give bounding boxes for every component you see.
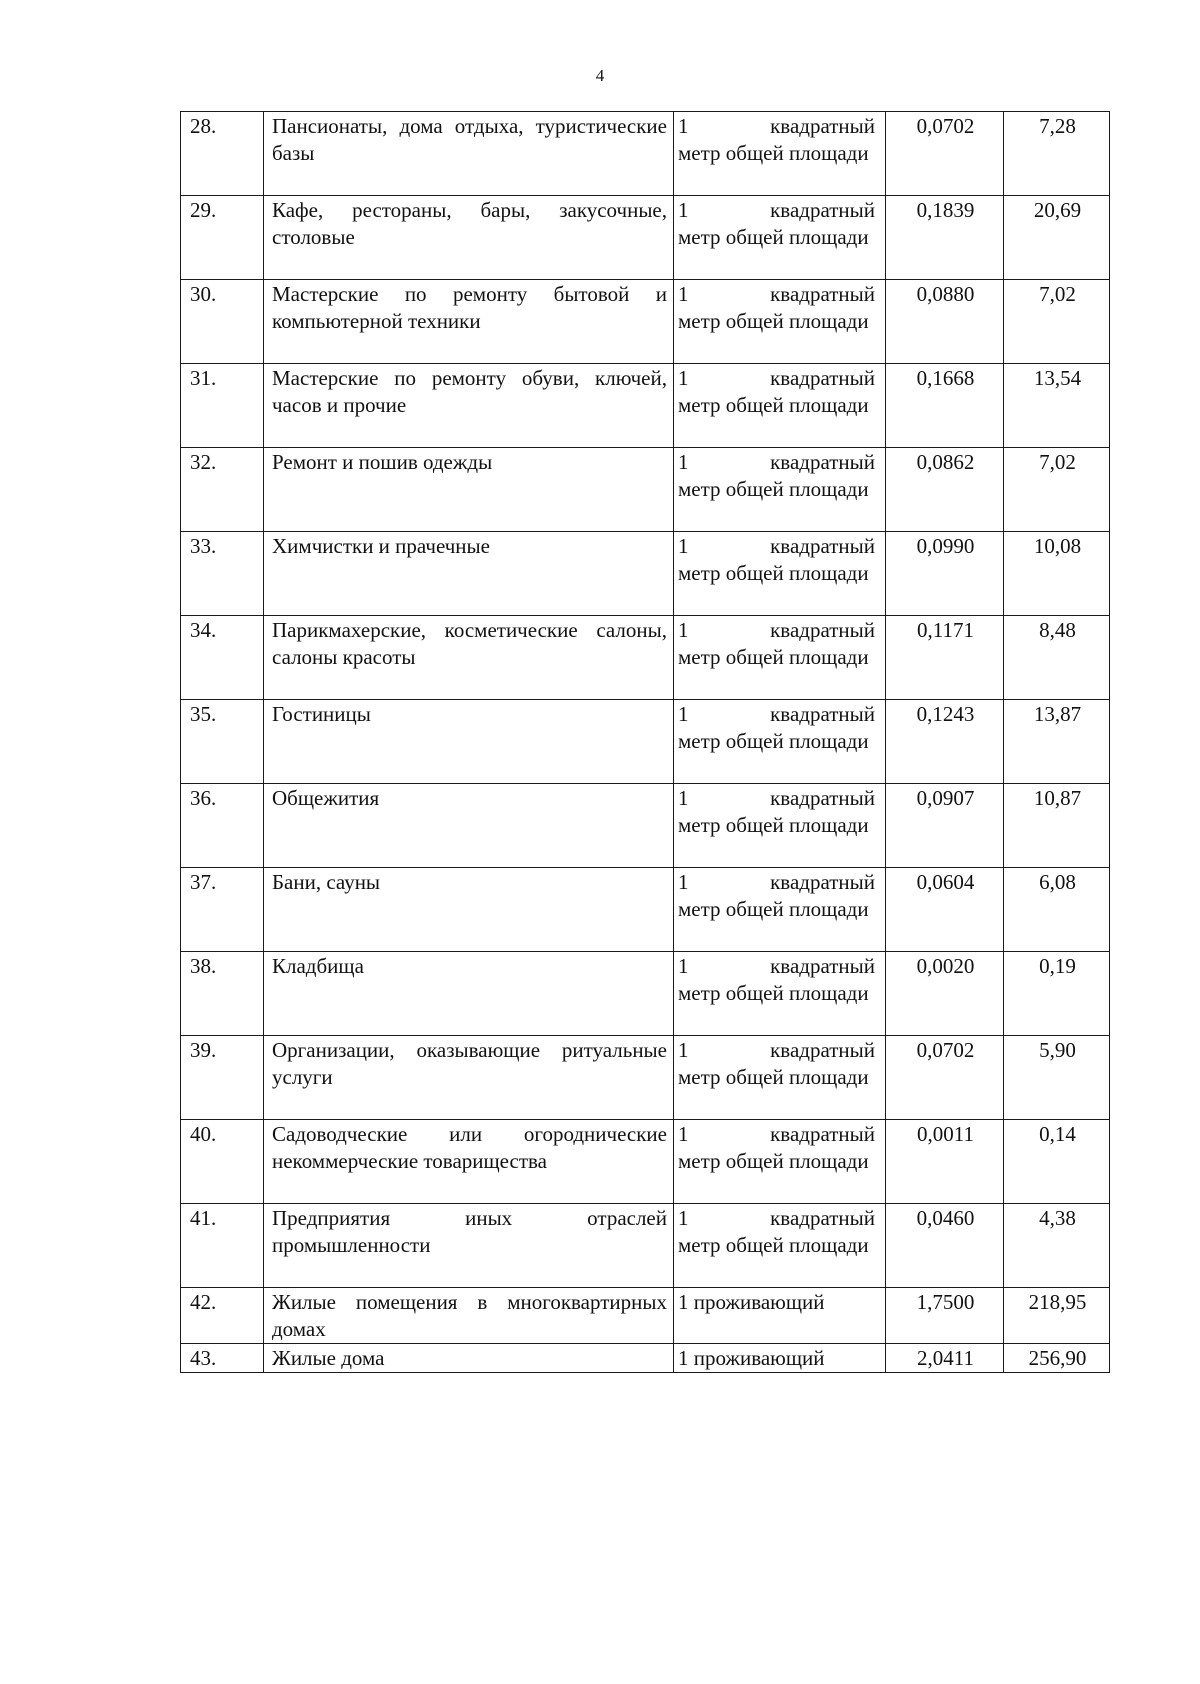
row-unit-rest: метр общей площади <box>678 813 869 837</box>
row-volume: 13,54 <box>1004 364 1110 448</box>
table-row <box>181 952 1110 1036</box>
row-unit-first: 1 квадратный <box>678 1122 875 1146</box>
row-unit-rest: метр общей площади <box>678 477 869 501</box>
table-row <box>181 448 1110 532</box>
row-rate: 0,1668 <box>886 364 1004 448</box>
row-unit-first: 1 квадратный <box>678 534 875 558</box>
row-rate: 1,7500 <box>886 1288 1004 1344</box>
row-name: Кафе, рестораны, бары, закусочные, столовые <box>264 196 674 280</box>
row-rate: 0,0862 <box>886 448 1004 532</box>
row-name: Кладбища <box>264 952 674 1036</box>
row-unit-first: 1 проживающий <box>678 1290 825 1314</box>
row-unit <box>674 1204 886 1288</box>
row-unit-first: 1 квадратный <box>678 450 875 474</box>
row-unit-rest: метр общей площади <box>678 1065 869 1089</box>
row-name: Мастерские по ремонту обуви, ключей, часов и прочие <box>264 364 674 448</box>
row-name: Ремонт и пошив одежды <box>264 448 674 532</box>
row-unit-rest: метр общей площади <box>678 645 869 669</box>
row-unit-rest: метр общей площади <box>678 1233 869 1257</box>
row-volume: 7,28 <box>1004 112 1110 196</box>
row-name: Жилые дома <box>264 1344 674 1373</box>
row-number: 29. <box>181 196 264 280</box>
row-volume: 0,14 <box>1004 1120 1110 1204</box>
table-row <box>181 1204 1110 1288</box>
row-unit-rest: метр общей площади <box>678 981 869 1005</box>
row-number: 37. <box>181 868 264 952</box>
row-unit-first: 1 квадратный <box>678 198 875 222</box>
row-rate: 0,1171 <box>886 616 1004 700</box>
row-rate: 0,0604 <box>886 868 1004 952</box>
row-unit <box>674 532 886 616</box>
row-name: Бани, сауны <box>264 868 674 952</box>
row-name: Мастерские по ремонту бытовой и компьютерной техники <box>264 280 674 364</box>
row-volume: 7,02 <box>1004 448 1110 532</box>
row-rate: 0,0702 <box>886 1036 1004 1120</box>
row-volume: 218,95 <box>1004 1288 1110 1344</box>
row-unit <box>674 952 886 1036</box>
row-unit-rest: метр общей площади <box>678 561 869 585</box>
row-volume: 20,69 <box>1004 196 1110 280</box>
row-unit <box>674 196 886 280</box>
row-unit-rest: метр общей площади <box>678 225 869 249</box>
row-number: 31. <box>181 364 264 448</box>
row-number: 35. <box>181 700 264 784</box>
row-unit-first: 1 квадратный <box>678 786 875 810</box>
row-number: 34. <box>181 616 264 700</box>
row-unit-first: 1 квадратный <box>678 282 875 306</box>
table-row <box>181 700 1110 784</box>
row-name: Жилые помещения в многоквартирных домах <box>264 1288 674 1344</box>
row-number: 41. <box>181 1204 264 1288</box>
row-volume: 256,90 <box>1004 1344 1110 1373</box>
row-number: 38. <box>181 952 264 1036</box>
table-row <box>181 1288 1110 1344</box>
row-rate: 0,0011 <box>886 1120 1004 1204</box>
row-number: 40. <box>181 1120 264 1204</box>
row-volume: 13,87 <box>1004 700 1110 784</box>
row-rate: 2,0411 <box>886 1344 1004 1373</box>
table-row <box>181 1344 1110 1373</box>
row-unit <box>674 448 886 532</box>
table-row <box>181 1036 1110 1120</box>
row-rate: 0,0880 <box>886 280 1004 364</box>
row-unit-first: 1 квадратный <box>678 366 875 390</box>
table-row <box>181 280 1110 364</box>
row-rate: 0,1839 <box>886 196 1004 280</box>
row-unit-rest: метр общей площади <box>678 897 869 921</box>
page-number: 4 <box>595 66 605 85</box>
row-volume: 7,02 <box>1004 280 1110 364</box>
row-volume: 10,87 <box>1004 784 1110 868</box>
row-name: Химчистки и прачечные <box>264 532 674 616</box>
row-volume: 6,08 <box>1004 868 1110 952</box>
row-name: Гостиницы <box>264 700 674 784</box>
row-name: Садоводческие или огороднические некоммерческие товарищества <box>264 1120 674 1204</box>
row-unit-rest: метр общей площади <box>678 729 869 753</box>
row-name: Парикмахерские, косметические салоны, салоны красоты <box>264 616 674 700</box>
row-number: 42. <box>181 1288 264 1344</box>
row-unit <box>674 112 886 196</box>
row-number: 30. <box>181 280 264 364</box>
row-volume: 5,90 <box>1004 1036 1110 1120</box>
row-unit-rest: метр общей площади <box>678 309 869 333</box>
row-unit-rest: метр общей площади <box>678 1149 869 1173</box>
row-unit-first: 1 квадратный <box>678 954 875 978</box>
row-unit <box>674 700 886 784</box>
table-row <box>181 196 1110 280</box>
row-unit-first: 1 квадратный <box>678 114 875 138</box>
table-row <box>181 112 1110 196</box>
row-unit-rest: метр общей площади <box>678 141 869 165</box>
row-unit-first: 1 квадратный <box>678 618 875 642</box>
row-number: 32. <box>181 448 264 532</box>
row-unit <box>674 1344 886 1373</box>
row-unit <box>674 1036 886 1120</box>
table-row <box>181 868 1110 952</box>
row-unit-first: 1 квадратный <box>678 702 875 726</box>
row-rate: 0,0907 <box>886 784 1004 868</box>
row-number: 33. <box>181 532 264 616</box>
row-rate: 0,1243 <box>886 700 1004 784</box>
table-row <box>181 784 1110 868</box>
row-rate: 0,0020 <box>886 952 1004 1036</box>
row-unit <box>674 1288 886 1344</box>
row-unit <box>674 364 886 448</box>
table-row <box>181 1120 1110 1204</box>
row-number: 39. <box>181 1036 264 1120</box>
row-name: Пансионаты, дома отдыха, туристические базы <box>264 112 674 196</box>
row-number: 36. <box>181 784 264 868</box>
row-number: 43. <box>181 1344 264 1373</box>
table-row <box>181 364 1110 448</box>
row-unit <box>674 1120 886 1204</box>
row-volume: 10,08 <box>1004 532 1110 616</box>
row-rate: 0,0990 <box>886 532 1004 616</box>
row-unit <box>674 784 886 868</box>
table-body <box>181 112 1110 1373</box>
row-unit-first: 1 проживающий <box>678 1346 825 1370</box>
row-unit-first: 1 квадратный <box>678 1038 875 1062</box>
row-rate: 0,0460 <box>886 1204 1004 1288</box>
row-unit-first: 1 квадратный <box>678 870 875 894</box>
row-name: Организации, оказывающие ритуальные услуги <box>264 1036 674 1120</box>
tariff-table <box>180 111 1110 1373</box>
table-row <box>181 616 1110 700</box>
row-unit-rest: метр общей площади <box>678 393 869 417</box>
table-row <box>181 532 1110 616</box>
row-rate: 0,0702 <box>886 112 1004 196</box>
row-volume: 8,48 <box>1004 616 1110 700</box>
row-volume: 4,38 <box>1004 1204 1110 1288</box>
row-name: Общежития <box>264 784 674 868</box>
row-unit <box>674 868 886 952</box>
row-unit-first: 1 квадратный <box>678 1206 875 1230</box>
row-name: Предприятия иных отраслей промышленности <box>264 1204 674 1288</box>
row-unit <box>674 280 886 364</box>
row-unit <box>674 616 886 700</box>
row-volume: 0,19 <box>1004 952 1110 1036</box>
row-number: 28. <box>181 112 264 196</box>
